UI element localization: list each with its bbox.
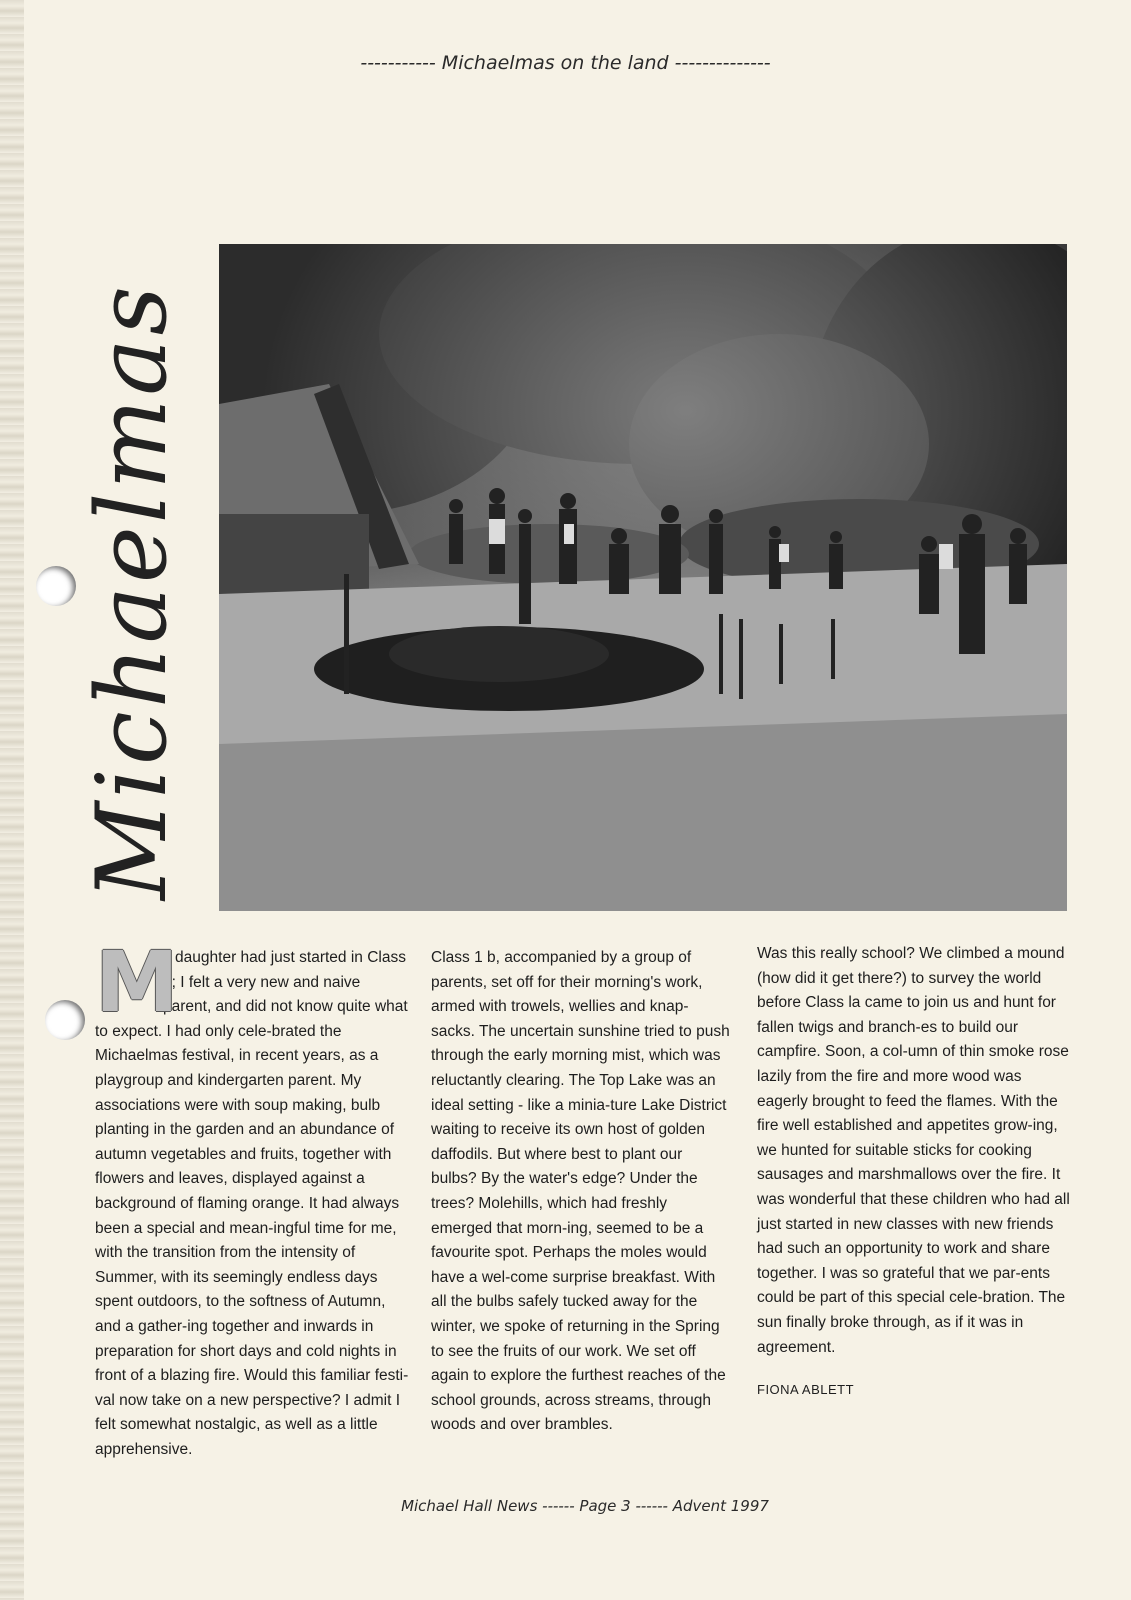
photo-illustration — [219, 244, 1067, 911]
punch-hole-bottom — [45, 1000, 85, 1040]
page-header: ----------- Michaelmas on the land -------------- — [360, 52, 771, 74]
article-column-1 — [95, 933, 411, 1462]
drop-cap: M — [95, 933, 179, 1031]
article-paragraph-3: Was this really school? We climbed a mound (how did it get there?) to survey the world before Class la came to join us and hunt for fallen twigs and branch-es to build our campfire. Soon, a col-umn of thin smoke rose lazily from the fire and more wood was eagerly brought to feed the flames. With the fire well established and appetites grow-ing, we hunted for suitable sticks for cooking sausages and marshmallows over the fire. It was wonderful that these children who had all just started in new classes with new friends had such an opportunity to work and share together. I was so grateful that we par-ents could be part of this special cele-bration. The sun finally broke through, as if it was in agreement. — [757, 945, 1070, 1356]
festival-field-photo — [219, 244, 1067, 911]
author-signature: FIONA ABLETT — [757, 1382, 855, 1398]
article-column-3 — [757, 942, 1071, 1403]
vertical-title: Michaelmas — [76, 283, 188, 900]
page-footer: Michael Hall News ------ Page 3 ------ Advent 1997 — [401, 1497, 769, 1515]
article-paragraph-2: Class 1 b, accompanied by a group of parents, set off for their morning's work, armed with trowels, wellies and knap-sacks. The uncertain sunshine tried to push through the early morning mist, which was reluctantly clearing. The Top Lake was an ideal setting - like a minia-ture Lake District waiting to receive its own host of golden daffodils. But where best to plant our bulbs? By the water's edge? Under the trees? Molehills, which had freshly emerged that morn-ing, seemed to be a favourite spot. Perhaps the moles would have a wel-come surprise breakfast. With all the bulbs safely tucked away for the winter, we spoke of returning in the Spring to see the fruits of our work. We set off again to explore the furthest reaches of the school grounds, across streams, through woods and over brambles. — [431, 949, 730, 1434]
article-paragraph-1: y daughter had just started in Class 1; I felt a very new and naive parent, and did not know quite what to expect. I had only cele-brated the Michaelmas festival, in recent years, as a playgroup and kindergarten parent. My associations were with soup making, bulb planting in the garden and an abundance of autumn vegetables and fruits, together with flowers and leaves, displayed against a background of flaming orange. It had always been a special and mean-ingful time for me, with the transition from the intensity of Summer, with its seemingly endless days spent outdoors, to the softness of Autumn, and a gather-ing together and inwards in preparation for short days and cold nights in front of a blazing fire. Would this familiar festi-val now take on a new perspective? I admit I felt somewhat nostalgic, as well as a little apprehensive. — [95, 949, 409, 1458]
article-column-2 — [431, 946, 731, 1438]
punch-hole-top — [36, 566, 76, 606]
page-binding-edge — [0, 0, 24, 1600]
